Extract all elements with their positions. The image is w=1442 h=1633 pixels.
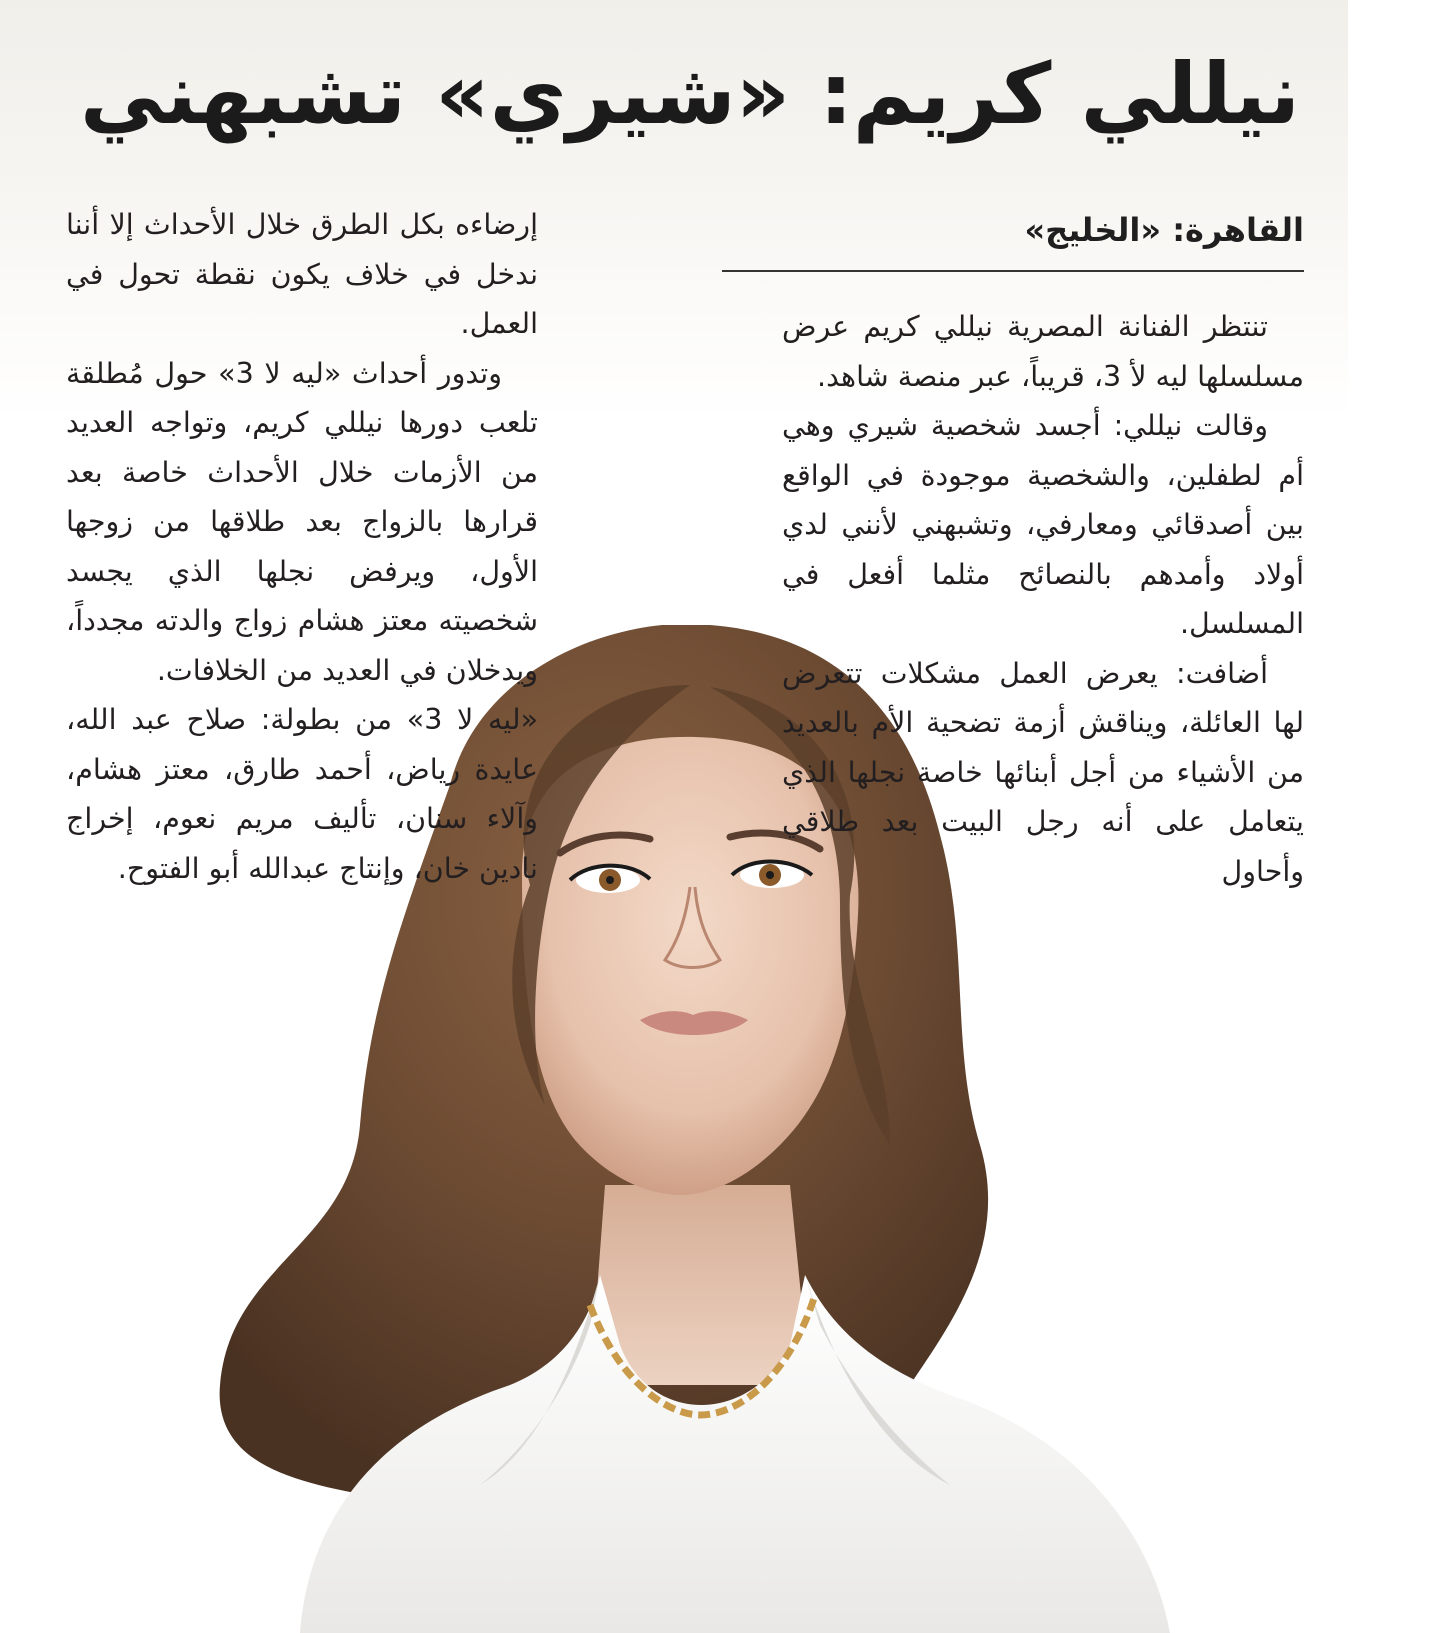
article-column-right: [722, 302, 1304, 1062]
headline: نيللي كريم: «شيري» تشبهني: [80, 45, 1300, 143]
paragraph-4: إرضاءه بكل الطرق خلال الأحداث إلا أننا ندخل في خلاف يكون نقطة تحول في العمل.: [66, 208, 538, 340]
paragraph-3: أضافت: يعرض العمل مشكلات تتعرض لها العائلة، ويناقش أزمة تضحية الأم بالعديد من الأشياء من أجل أبنائها خاصة نجلها الذي يتعامل على أنه رجل البيت بعد طلاقي وأحاول: [782, 656, 1304, 888]
byline-divider: [722, 270, 1304, 272]
paragraph-1: تنتظر الفنانة المصرية نيللي كريم عرض مسلسلها ليه لأ 3، قريباً، عبر منصة شاهد.: [782, 310, 1304, 393]
paragraph-2: وقالت نيللي: أجسد شخصية شيري وهي أم لطفلين، والشخصية موجودة في الواقع بين أصدقائي ومعارفي، وتشبهني لأنني لدي أولاد وأمدهم بالنصائح مثلما أفعل في المسلسل.: [782, 409, 1304, 640]
paragraph-6: «ليه لا 3» من بطولة: صلاح عبد الله، عايدة رياض، أحمد طارق، معتز هشام، وآلاء سنان، تأليف مريم نعوم، إخراج نادين خان، وإنتاج عبدالله أبو الفتوح.: [66, 703, 539, 885]
byline: القاهرة: «الخليج»: [1024, 211, 1304, 249]
portrait-wrap-space-left: [538, 580, 648, 1010]
paragraph-5: وتدور أحداث «ليه لا 3» حول مُطلقة تلعب دورها نيللي كريم، وتواجه العديد من الأزمات خلال الأحداث خاصة بعد قرارها بالزواج بعد طلاقها من زوجها الأول، ويرفض نجلها الذي يجسد شخصيته معتز هشام زواج والدته مجدداً، ويدخلان في العديد من الخلافات.: [66, 356, 538, 687]
portrait-wrap-space-right: [722, 632, 782, 1012]
article-column-left: [66, 200, 648, 1010]
